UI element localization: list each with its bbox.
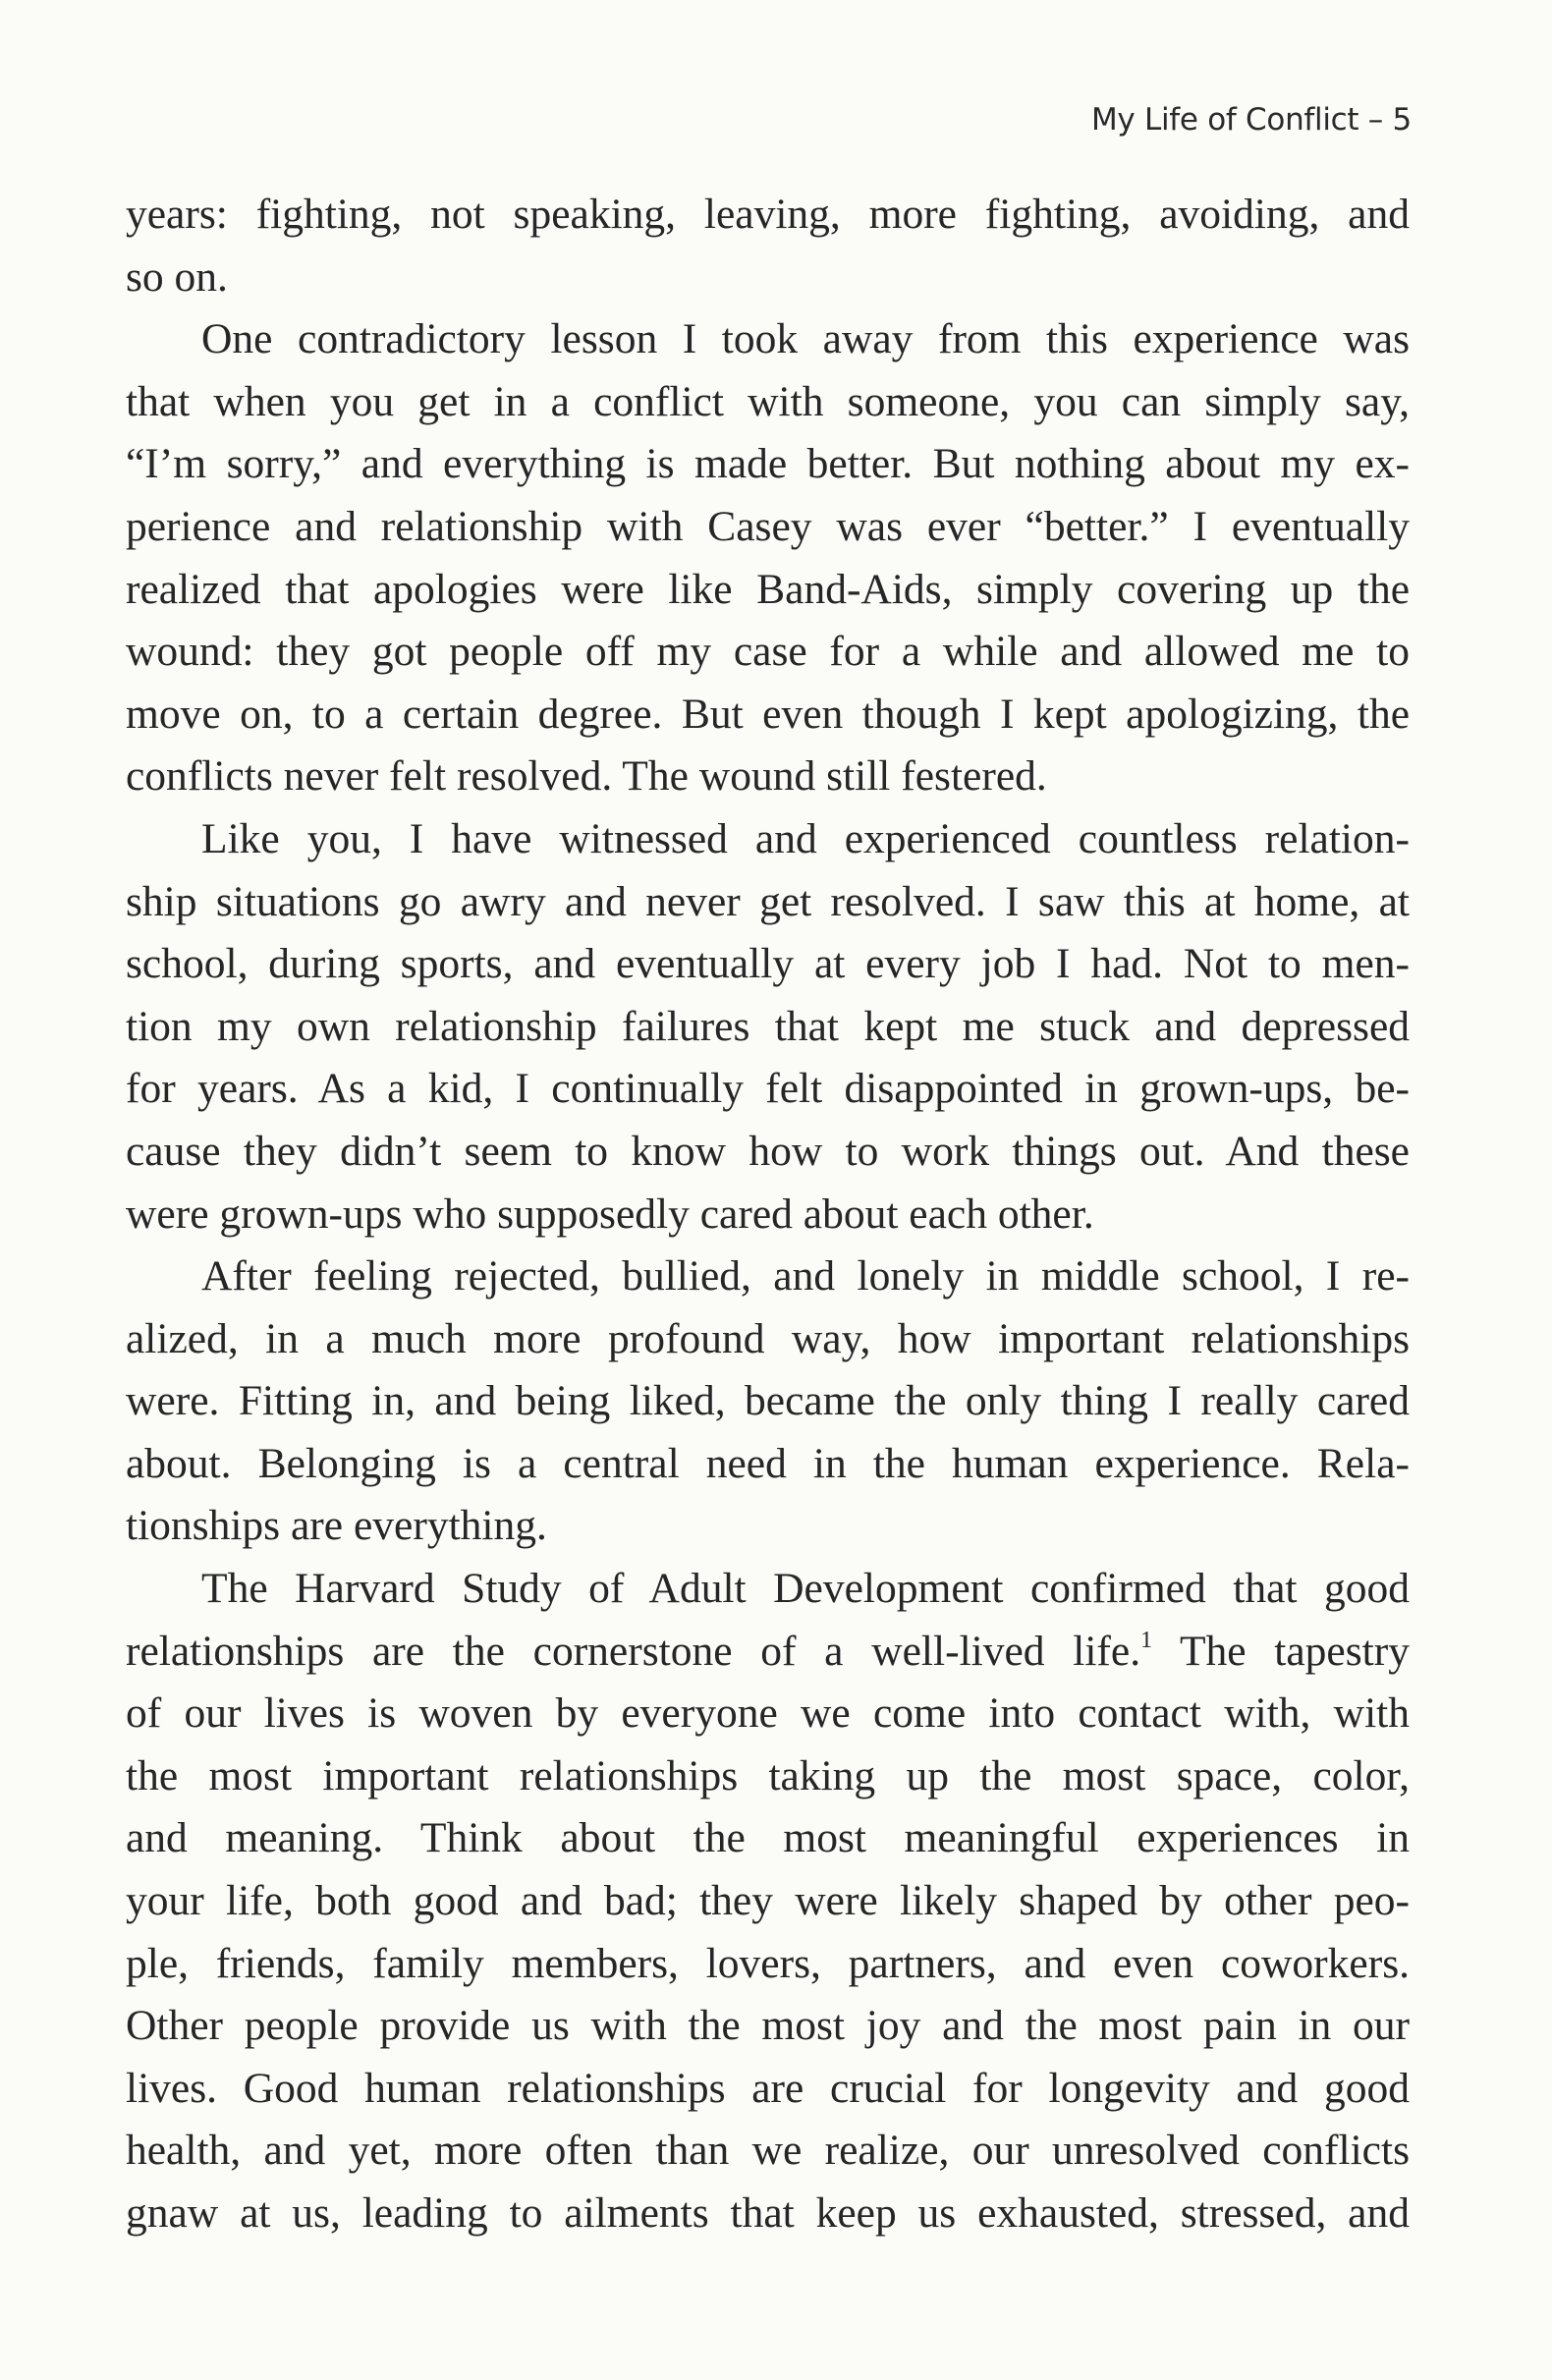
text-line <box>126 433 1410 496</box>
text-line <box>126 371 1410 434</box>
text-line <box>126 1933 1410 1996</box>
text-line <box>126 684 1410 747</box>
text-line <box>126 1995 1410 2058</box>
text-line-content: After feeling rejected, bullied, and lonely in middle school, I re- <box>201 1252 1410 1301</box>
text-line-content: ple, friends, family members, lovers, partners, and even coworkers. <box>126 1939 1410 1987</box>
text-line-content: of our lives is woven by everyone we come into contact with, with <box>126 1689 1410 1738</box>
text-line-content: gnaw at us, leading to ailments that keep us exhausted, stressed, and <box>126 2189 1410 2237</box>
text-line <box>126 2183 1410 2245</box>
text-line-content: and meaning. Think about the most meaningful experiences in <box>126 1814 1410 1862</box>
text-line <box>126 871 1410 934</box>
text-line <box>126 1245 1410 1308</box>
text-line-content: tionships are everything. <box>126 1502 547 1550</box>
text-line <box>126 746 1410 808</box>
text-line <box>126 2120 1410 2183</box>
text-line-content: years: fighting, not speaking, leaving, more fighting, avoiding, and <box>126 191 1410 238</box>
text-line-content: ship situations go awry and never get resolved. I saw this at home, at <box>126 877 1410 925</box>
text-line-content: were grown-ups who supposedly cared about each other. <box>126 1190 1094 1238</box>
text-line-content: realized that apologies were like Band-Aids, simply covering up the <box>126 565 1410 613</box>
text-line-content: so on. <box>126 252 228 301</box>
text-line-content: your life, both good and bad; they were likely shaped by other peo- <box>126 1877 1410 1925</box>
text-line <box>126 559 1410 622</box>
running-head: My Life of Conflict – 5 <box>1090 102 1412 138</box>
body-text <box>126 184 1410 2245</box>
text-line-content: for years. As a kid, I continually felt disappointed in grown-ups, be- <box>126 1065 1410 1113</box>
text-line <box>126 1621 1410 1684</box>
text-line-content: lives. Good human relationships are crucial for longevity and good <box>126 2064 1410 2112</box>
text-line-content: the most important relationships taking up the most space, color, <box>126 1751 1410 1799</box>
text-line <box>126 1058 1410 1121</box>
text-line <box>126 1807 1410 1870</box>
text-line-content: relationships are the cornerstone of a well-lived life. <box>126 1627 1141 1675</box>
text-line <box>126 1308 1410 1371</box>
text-line-content: alized, in a much more profound way, how important relationships <box>126 1314 1410 1362</box>
text-line <box>126 1745 1410 1808</box>
text-line <box>126 996 1410 1059</box>
text-line-content: about. Belonging is a central need in the human experience. Rela- <box>126 1439 1410 1487</box>
text-line <box>126 808 1410 871</box>
text-line <box>126 247 1410 309</box>
text-line-content: that when you get in a conflict with someone, you can simply say, <box>126 377 1410 425</box>
text-line-content: move on, to a certain degree. But even though I kept apologizing, the <box>126 690 1410 738</box>
text-line-content: Other people provide us with the most joy and the most pain in our <box>126 2002 1410 2050</box>
text-line <box>126 496 1410 559</box>
text-line <box>126 1433 1410 1496</box>
text-line <box>126 1184 1410 1246</box>
text-line <box>126 1370 1410 1433</box>
text-line <box>126 1683 1410 1745</box>
footnote-marker: 1 <box>1140 1627 1153 1653</box>
text-line <box>126 1870 1410 1933</box>
text-line-content: Like you, I have witnessed and experienced countless relation- <box>201 814 1410 862</box>
text-line-content: tion my own relationship failures that kept me stuck and depressed <box>126 1002 1410 1050</box>
text-line-content: “I’m sorry,” and everything is made better. But nothing about my ex- <box>126 440 1410 488</box>
text-line <box>126 621 1410 684</box>
text-line <box>126 1121 1410 1184</box>
text-line-content: wound: they got people off my case for a while and allowed me to <box>126 628 1410 676</box>
text-line <box>126 1558 1410 1621</box>
text-line <box>126 184 1410 247</box>
text-line-content: health, and yet, more often than we realize, our unresolved conflicts <box>126 2127 1410 2175</box>
text-line-content: were. Fitting in, and being liked, became the only thing I really cared <box>126 1377 1410 1425</box>
text-line-content: cause they didn’t seem to know how to work things out. And these <box>126 1127 1410 1175</box>
text-line <box>126 308 1410 371</box>
text-line-content: The Harvard Study of Adult Development confirmed that good <box>201 1565 1410 1613</box>
text-line <box>126 933 1410 996</box>
text-line <box>126 2058 1410 2121</box>
text-line-continuation: The tapestry <box>1152 1627 1410 1675</box>
text-line-content: conflicts never felt resolved. The wound still festered. <box>126 752 1047 801</box>
text-line-content: One contradictory lesson I took away from this experience was <box>201 315 1410 363</box>
text-line-content: perience and relationship with Casey was ever “better.” I eventually <box>126 502 1410 550</box>
text-line-content: school, during sports, and eventually at every job I had. Not to men- <box>126 940 1410 988</box>
text-line <box>126 1495 1410 1558</box>
